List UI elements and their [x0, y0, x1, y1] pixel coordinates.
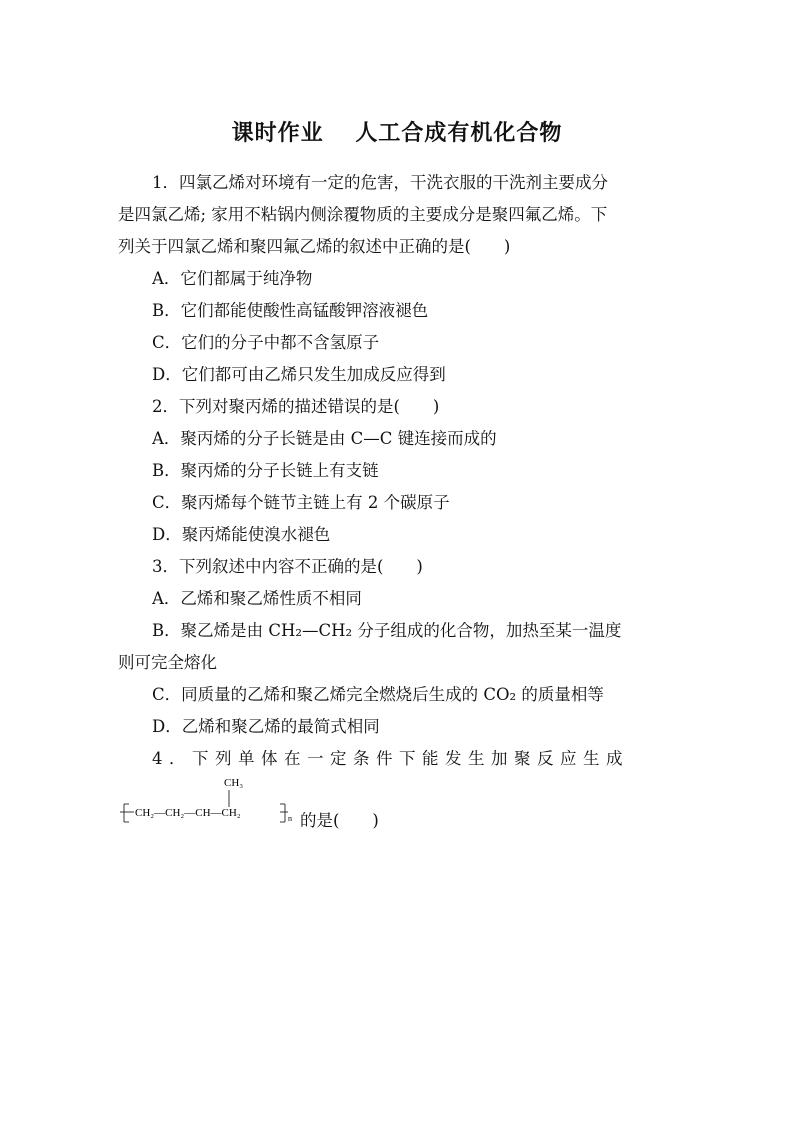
- q3-option-b-line1: B．聚乙烯是由 CH₂—CH₂ 分子组成的化合物，加热至某一温度: [152, 621, 622, 640]
- q4-stem: 4．下列单体在一定条件下能发生加聚反应生成: [152, 749, 629, 768]
- formula-main-chain: CH₂—CH₂—CH—CH₂: [135, 807, 241, 819]
- q2-option-d: D．聚丙烯能使溴水褪色: [152, 525, 331, 544]
- q3-stem: 3．下列叙述中内容不正确的是( ): [152, 557, 423, 576]
- q2-stem: 2．下列对聚丙烯的描述错误的是( ): [152, 397, 440, 416]
- q3-option-a: A．乙烯和聚乙烯性质不相同: [152, 589, 362, 608]
- q1-option-a: A．它们都属于纯净物: [152, 269, 313, 288]
- q1-option-c: C．它们的分子中都不含氢原子: [152, 333, 380, 352]
- q2-option-a: A．聚丙烯的分子长链是由 C—C 键连接而成的: [152, 429, 497, 448]
- q2-option-c: C．聚丙烯每个链节主链上有 2 个碳原子: [152, 493, 450, 512]
- q2-option-b: B．聚丙烯的分子长链上有支链: [152, 461, 379, 480]
- q1-line3: 列关于四氯乙烯和聚四氟乙烯的叙述中正确的是( ): [118, 237, 511, 256]
- formula-subscript-n: n: [288, 814, 292, 823]
- page-title: 课时作业 人工合成有机化合物: [231, 120, 563, 146]
- q1-line1: 1．四氯乙烯对环境有一定的危害，干洗衣服的干洗剂主要成分: [152, 173, 608, 192]
- formula-branch-ch3: CH₃: [224, 777, 244, 789]
- polymer-formula-svg: [120, 774, 300, 824]
- q3-option-b-line2: 则可完全熔化: [118, 653, 217, 672]
- q3-option-c: C．同质量的乙烯和聚乙烯完全燃烧后生成的 CO₂ 的质量相等: [152, 685, 604, 704]
- q1-line2: 是四氯乙烯; 家用不粘锅内侧涂覆物质的主要成分是聚四氟乙烯。下: [118, 205, 608, 224]
- q1-option-d: D．它们都可由乙烯只发生加成反应得到: [152, 365, 446, 384]
- polymer-formula: [120, 774, 300, 824]
- q4-tail: 的是( ): [300, 811, 379, 830]
- q1-option-b: B．它们都能使酸性高锰酸钾溶液褪色: [152, 301, 429, 320]
- q3-option-d: D．乙烯和聚乙烯的最简式相同: [152, 717, 380, 736]
